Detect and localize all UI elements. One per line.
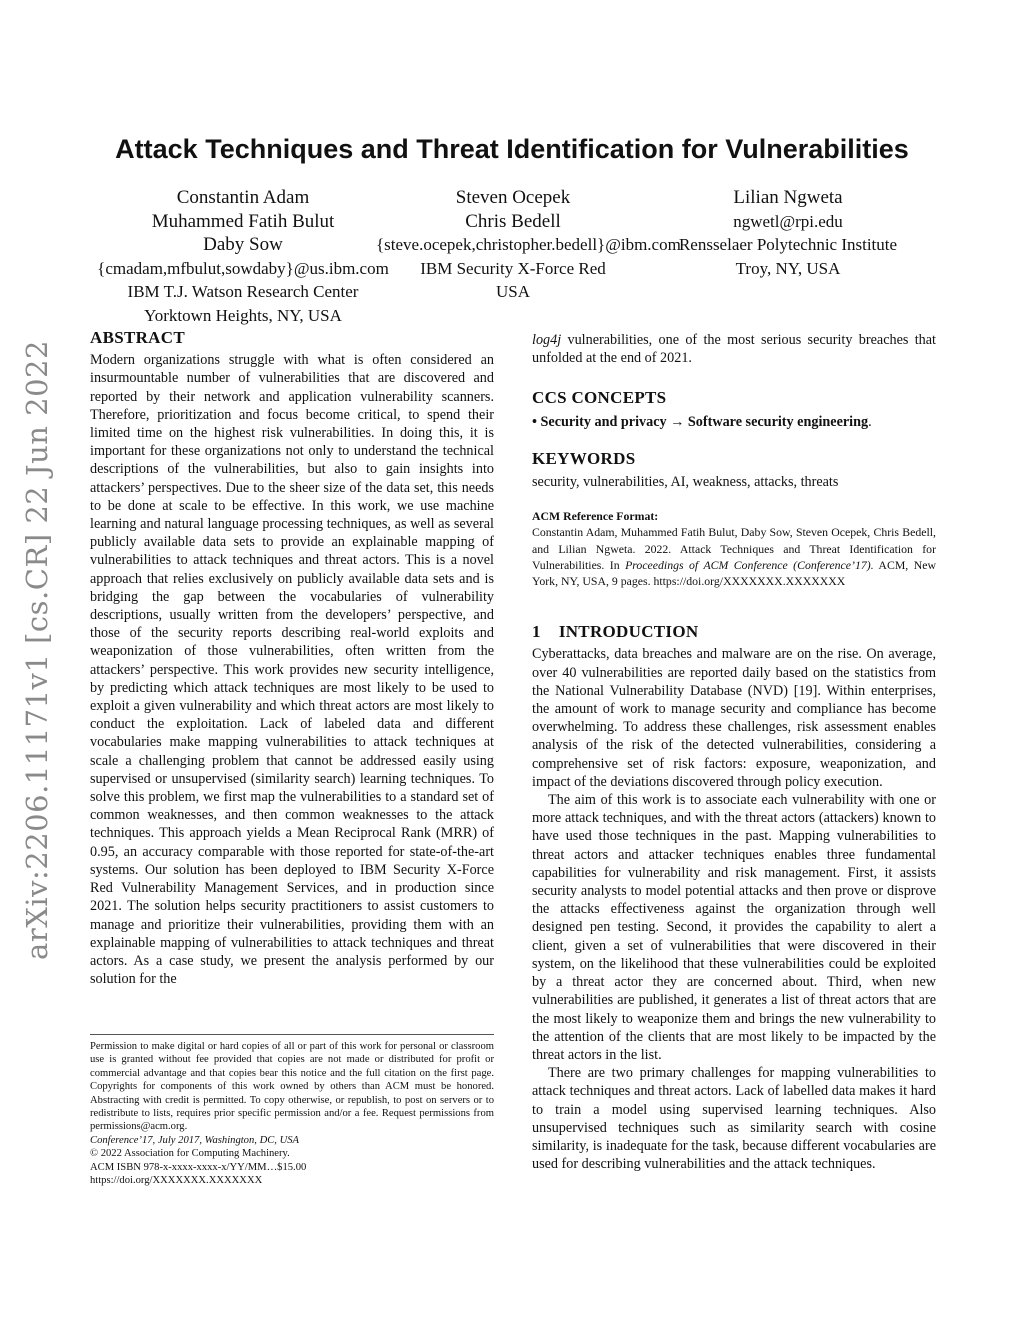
section-number: 1 (532, 622, 541, 642)
author-name: Chris Bedell (465, 210, 561, 232)
author-name: Daby Sow (203, 234, 283, 255)
author-email: {steve.ocepek,christopher.bedell}@ibm.com (376, 235, 681, 254)
acm-reference-text: Constantin Adam, Muhammed Fatih Bulut, Daby Sow, Steven Ocepek, Chris Bedell, and Lilian Ngweta. 2022. Attack Techniques and Threat Identification for Vulnerabilities. In Proceedings of ACM Conference (Conference’17). ACM, New York, NY, USA, 9 pages. https://doi.org/XXXXXXX.XXXXXXX (532, 525, 936, 589)
keywords-heading: KEYWORDS (532, 448, 636, 468)
intro-paragraph: Cyberattacks, data breaches and malware are on the rise. On average, over 40 vulnerabilities are reported daily based on the statistics from the National Vulnerability Database (NVD) [19]. Within enterprises, the amount of work to manage security and compliance has become overwhelming. To address these challenges, risk assessment enables analysis of the risk of the detected vulnerabilities, considering a comprehensive set of risk factors: exposure, weaponization, and impact of the deviations discovered through policy execution. (532, 646, 936, 790)
keywords-list: security, vulnerabilities, AI, weakness, attacks, threats (532, 474, 839, 491)
author-block-rpi (668, 186, 908, 280)
acm-reference (532, 508, 936, 589)
conference-info: Conference’17, July 2017, Washington, DC, USA (90, 1134, 300, 1146)
copyright-footnote (90, 1034, 494, 1187)
ccs-concepts: • Security and privacy → Software security engineering. (532, 413, 872, 430)
abstract-continuation: log4j vulnerabilities, one of the most serious security breaches that unfolded at the end of 2021. (532, 332, 936, 367)
abstract-text: Modern organizations struggle with what is often considered an insurmountable number of vulnerabilities that are discovered and reported by their network and application vulnerability scanners. Therefore, prioritization and focus become critical, to spend their limited time on the highest risk vulnerabilities. In doing this, it is important for these organizations not only to understand the technical descriptions of the vulnerabilities, but also to gain insights into attackers’ perspectives. Due to the sheer size of the data set, this needs to be done at scale to be effective. In this work, we use machine learning and natural language processing techniques, as well as several publicly available data sets to provide an explainable mapping of vulnerabilities to attack techniques and threat actors. This is a novel approach that relies exclusively on publicly available data sets and is bridging the gap between the vocabularies of vulnerability descriptions, usually written from the developers’ perspective, and those of the security reports describing real-world exploits and weaponization of those vulnerabilities, often written from the attackers’ perspective. This work provides new security intelligence, by predicting which attack techniques are most likely to be used to exploit a given vulnerability and which threat actors are most likely to conduct the exploitation. Lack of labeled data and different vocabularies make mapping vulnerabilities to attack techniques at scale a challenging problem that cannot be addressed easily using supervised or unsupervised (similarity search) learning techniques. To solve this problem, we first map the vulnerabilities to a standard set of common weaknesses, and then common weaknesses to the attack techniques. This approach yields a Mean Reciprocal Rank (MRR) of 0.95, an accuracy comparable with those reported for state-of-the-art systems. Our solution has been deployed to IBM Security X-Force Red Vulnerability Management Services, and in production since 2021. The solution helps security practitioners to assist customers to manage and prioritize their vulnerabilities, providing them with an explainable mapping of vulnerabilities to attack techniques and threat actors. As a case study, we present the analysis performed by our solution for the (90, 352, 494, 988)
log4j-term: log4j (532, 332, 562, 348)
author-email: ngwetl@rpi.edu (733, 211, 843, 231)
doi-link[interactable]: https://doi.org/XXXXXXX.XXXXXXX (90, 1175, 263, 1187)
abstract-heading: ABSTRACT (90, 328, 185, 347)
isbn-line: ACM ISBN 978-x-xxxx-xxxx-x/YY/MM…$15.00 (90, 1161, 307, 1173)
left-column (90, 329, 494, 988)
paper-title: Attack Techniques and Threat Identification for Vulnerabilities (115, 134, 909, 164)
author-name: Constantin Adam (176, 187, 310, 208)
author-name: Muhammed Fatih Bulut (151, 210, 335, 232)
intro-paragraph: There are two primary challenges for mapping vulnerabilities to attack techniques and threat actors. Lack of labelled data makes it hard to train a model using supervised learning techniques. Also unsupervised techniques such as similarity search with cosine similarity, is inadequate for the task, because different vocabularies are used for describing vulnerabilities and the attack techniques. (532, 1065, 936, 1173)
arxiv-identifier[interactable]: arXiv:2206.11171v1 [cs.CR] 22 Jun 2022 (20, 340, 54, 960)
author-email: {cmadam,mfbulut,sowdaby}@us.ibm.com (97, 258, 389, 278)
author-affiliation: IBM Security X-Force Red (420, 258, 606, 278)
introduction-heading: 1 INTRODUCTION (532, 622, 699, 642)
author-location: Troy, NY, USA (735, 258, 841, 278)
author-location: USA (495, 282, 530, 301)
right-column (532, 331, 936, 1173)
author-name: Steven Ocepek (455, 187, 571, 208)
acm-reference-heading: ACM Reference Format: (532, 509, 659, 524)
arxiv-side-label (12, 340, 62, 960)
copyright-line: © 2022 Association for Computing Machinery. (90, 1148, 290, 1160)
permission-notice: Permission to make digital or hard copies of all or part of this work for personal or classroom use is granted without fee provided that copies are not made or distributed for profit or commercial advantage and that copies bear this notice and the full citation on the first page. Copyrights for components of this work owned by others than ACM must be honored. Abstracting with credit is permitted. To copy otherwise, or republish, to post on servers or to redistribute to lists, requires prior specific permission and/or a fee. Request permissions from permissions@acm.org. (90, 1041, 494, 1133)
intro-paragraph: The aim of this work is to associate each vulnerability with one or more attack techniques, and with the threat actors (attackers) known to have used those techniques in the past. Mapping vulnerabilities to threat actors and attacker techniques enables three fundamental capabilities for vulnerability and risk management. First, it assists security analysts to model potential attacks and then prove or disprove the attacks effectiveness against the organization through well designed pen testing. Second, it provides the capability to alert a client, given a set of vulnerabilities that were discovered in their system, on the likelihood that these vulnerabilities could be exploited by a threat actor they are concerned about. Third, when new vulnerabilities are published, it generates a list of threat actors that are the most likely to weaponize them and brings the new vulnerability to the attention of the clients that are most likely to be impacted by the threat actors in the list. (532, 792, 936, 1063)
author-location: Yorktown Heights, NY, USA (144, 305, 342, 325)
author-block-xforce (376, 186, 681, 304)
ccs-heading: CCS CONCEPTS (532, 388, 667, 408)
author-affiliation: Rensselaer Polytechnic Institute (678, 235, 898, 254)
author-block-ibm-research (90, 186, 396, 327)
author-name: Lilian Ngweta (733, 187, 843, 208)
author-affiliation: IBM T.J. Watson Research Center (127, 282, 359, 301)
